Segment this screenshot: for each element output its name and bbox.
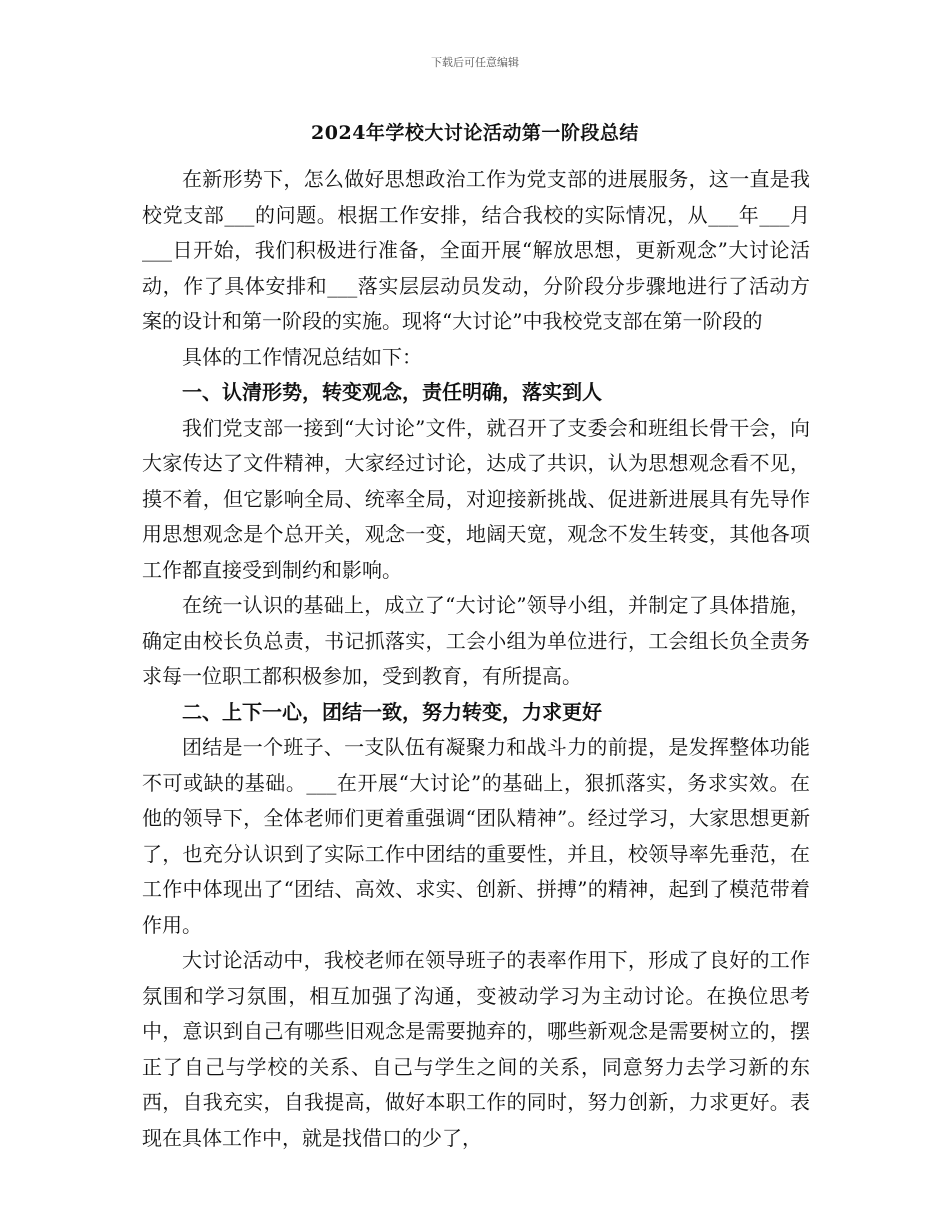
paragraph-intro: 在新形势下，怎么做好思想政治工作为党支部的进展服务，这一直是我校党支部___的问题。根据工作安排，结合我校的实际情况，从___年___月___日开始，我们积极进行准备，全面开展“解放思想，更新观念”大讨论活动，作了具体安排和___落实层层动员发动，分阶段分步骤地进行了活动方案的设计和第一阶段的实施。现将“大讨论”中我校党支部在第一阶段的 bbox=[142, 167, 810, 333]
paragraph: 大讨论活动中，我校老师在领导班子的表率作用下，形成了良好的工作氛围和学习氛围，相互加强了沟通，变被动学习为主动讨论。在换位思考中，意识到自己有哪些旧观念是需要抛弃的，哪些新观念是需要树立的，摆正了自己与学校的关系、自己与学生之间的关系，同意努力去学习新的东西，自我充实，自我提高，做好本职工作的同时，努力创新，力求更好。表现在具体工作中，就是找借口的少了， bbox=[142, 948, 810, 1150]
document-body bbox=[142, 162, 810, 1156]
paragraph: 我们党支部一接到“大讨论”文件，就召开了支委会和班组长骨干会，向大家传达了文件精神，大家经过讨论，达成了共识，认为思想观念看不见，摸不着，但它影响全局、统率全局，对迎接新挑战、促进新进展具有先导作用思想观念是个总开关，观念一变，地阔天宽，观念不发生转变，其他各项工作都直接受到制约和影响。 bbox=[142, 415, 810, 582]
header-note: 下载后可任意编辑 bbox=[431, 56, 519, 69]
paragraph: 在统一认识的基础上，成立了“大讨论”领导小组，并制定了具体措施，确定由校长负总责，书记抓落实，工会小组为单位进行，工会组长负全责务求每一位职工都积极参加，受到教育，有所提高。 bbox=[142, 593, 810, 688]
section-heading-1: 一、认清形势，转变观念，责任明确，落实到人 bbox=[182, 380, 602, 404]
document-title: 2024年学校大讨论活动第一阶段总结 bbox=[311, 122, 639, 144]
paragraph: 团结是一个班子、一支队伍有凝聚力和战斗力的前提，是发挥整体功能不可或缺的基础。___在开展“大讨论”的基础上，狠抓落实，务求实效。在他的领导下，全体老师们更着重强调“团队精神”。经过学习，大家思想更新了，也充分认识到了实际工作中团结的重要性，并且，校领导率先垂范，在工作中体现出了“团结、高效、求实、创新、拼搏”的精神，起到了模范带着作用。 bbox=[142, 735, 810, 937]
paragraph-intro-continued: 具体的工作情况总结如下： bbox=[182, 344, 422, 369]
section-heading-2: 二、上下一心，团结一致，努力转变，力求更好 bbox=[182, 699, 602, 724]
